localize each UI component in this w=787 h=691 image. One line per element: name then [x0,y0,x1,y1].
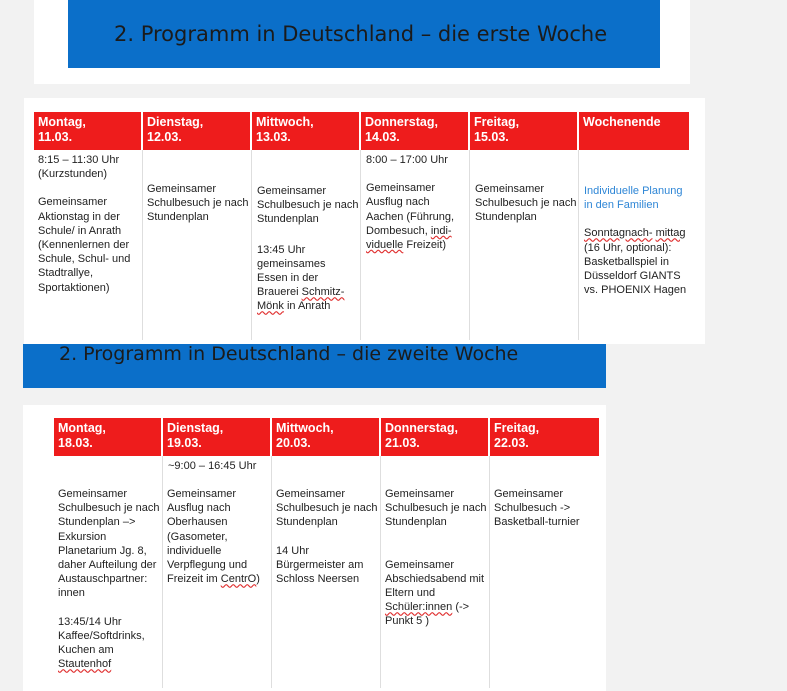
week1-divider [578,150,579,340]
week1-header-tuesday: Dienstag, 12.03. [143,112,250,150]
week1-header-weekend: Wochenende [579,112,689,150]
week1-weekend-cell [584,184,688,297]
week2-tuesday-text: Gemeinsamer Ausflug nach Oberhausen (Gasometer, individuelle Verpflegung und Freizeit im CentrO) [167,488,260,586]
week2-header-friday: Freitag, 22.03. [490,418,599,456]
week2-tuesday-cell [167,487,269,586]
week2-header-thursday: Donnerstag, 21.03. [381,418,488,456]
week2-header-tuesday: Dienstag, 19.03. [163,418,270,456]
week2-divider [271,456,272,688]
week1-wednesday-text: Gemeinsamer Schulbesuch je nach Stundenplan [257,185,359,226]
week1-title-banner [68,0,660,68]
week1-wednesday-text2: 13:45 Uhr gemeinsames Essen in der Brauerei Schmitz- Mönk in Anrath [257,243,345,313]
week1-divider [142,150,143,340]
week2-monday-text: Gemeinsamer Schulbesuch je nach Stundenplan –> Exkursion Planetarium Jg. 8, daher Aufteilung der Austauschpartner: innen [58,488,160,600]
week2-divider [380,456,381,688]
week2-friday-cell [494,487,594,530]
week1-monday-time: 8:15 – 11:30 Uhr (Kurzstunden) [38,154,120,181]
week2-wednesday-text: Gemeinsamer Schulbesuch je nach Stundenplan [276,488,378,529]
week1-divider [251,150,252,340]
week2-title-banner [23,344,606,388]
week1-header-monday: Montag, 11.03. [34,112,141,150]
week2-friday-text: Gemeinsamer Schulbesuch -> Basketball-turnier [494,488,580,529]
week2-divider [162,456,163,688]
week1-divider [469,150,470,340]
week1-monday-cell [38,153,140,295]
week2-tuesday-time: ~9:00 – 16:45 Uhr [168,460,257,472]
week1-thursday-text: Gemeinsamer Ausflug nach Aachen (Führung, Dombesuch, indi- viduelle Freizeit) [366,182,455,252]
week1-tuesday-cell [147,182,249,225]
week2-wednesday-cell [276,487,378,586]
week2-title: 2. Programm in Deutschland – die zweite Woche [59,343,519,365]
week2-divider [489,456,490,688]
week1-friday-cell [475,182,577,225]
week1-friday-text: Gemeinsamer Schulbesuch je nach Stundenplan [475,183,577,224]
week2-monday-text2: 13:45/14 Uhr Kaffee/Softdrinks, Kuchen am Stautenhof [58,615,145,671]
week1-weekend-text2: Sonntagnach- mittag (16 Uhr, optional): Basketballspiel in Düsseldorf GIANTS vs. PHOENIX Hagen [584,227,687,297]
week1-header-thursday: Donnerstag, 14.03. [361,112,468,150]
week2-thursday-text2: Gemeinsamer Abschiedsabend mit Eltern und Schüler:innen (-> Punkt 5 ) [385,558,485,628]
week2-monday-cell [58,487,160,671]
week1-divider [360,150,361,340]
week2-header-wednesday: Mittwoch, 20.03. [272,418,379,456]
week1-wednesday-cell [257,184,359,314]
week1-header-wednesday: Mittwoch, 13.03. [252,112,359,150]
week2-wednesday-text2: 14 Uhr Bürgermeister am Schloss Neersen [276,544,364,586]
week1-thursday-cell [366,153,468,252]
week1-tuesday-text: Gemeinsamer Schulbesuch je nach Stundenplan [147,183,249,224]
week1-header-friday: Freitag, 15.03. [470,112,577,150]
week2-header-monday: Montag, 18.03. [54,418,161,456]
week2-thursday-text: Gemeinsamer Schulbesuch je nach Stundenplan [385,488,487,529]
week1-title: 2. Programm in Deutschland – die erste Woche [114,22,608,46]
week1-weekend-text: Individuelle Planung in den Familien [584,185,683,212]
week1-monday-text: Gemeinsamer Aktionstag in der Schule/ in Anrath (Kennenlernen der Schule, Schul- und Stadtrallye, Sportaktionen) [38,196,131,294]
week2-thursday-cell [385,487,487,629]
week1-thursday-time: 8:00 – 17:00 Uhr [366,154,448,166]
